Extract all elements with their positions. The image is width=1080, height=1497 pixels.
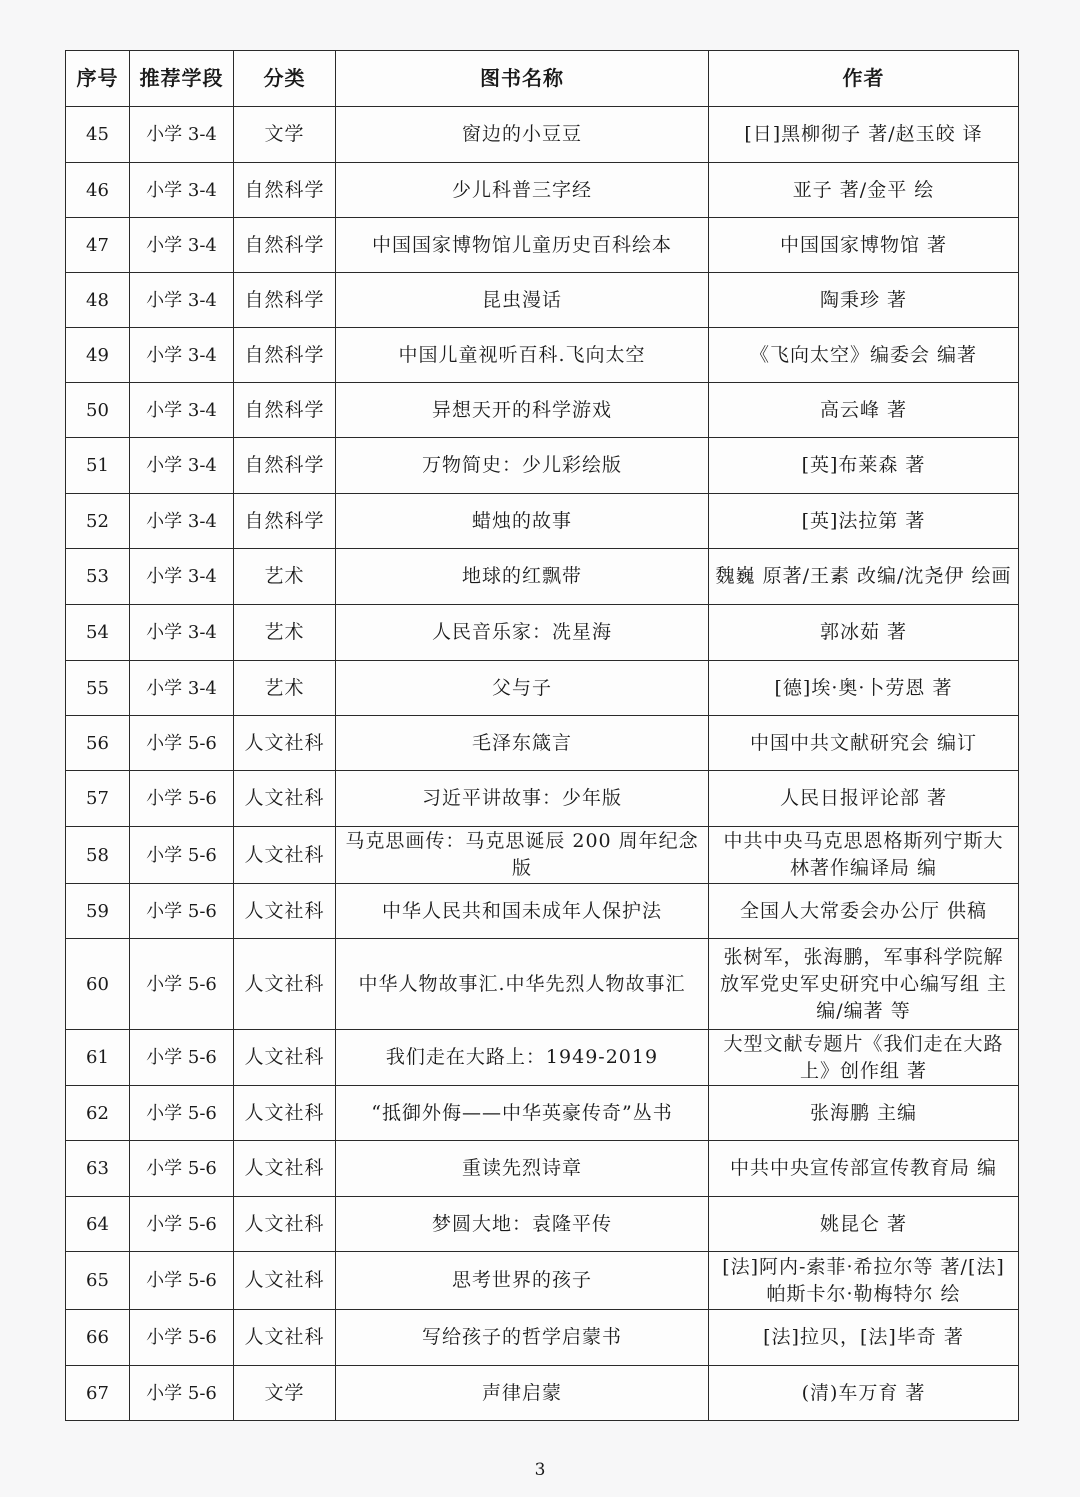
table-row: [66, 218, 1019, 273]
cell-category: 自然科学: [234, 438, 336, 494]
cell-no: 55: [66, 661, 130, 716]
cell-author: 郭冰茹 著: [709, 605, 1019, 661]
table-row: [66, 771, 1019, 827]
table-row: [66, 107, 1019, 163]
cell-stage: 小学 3-4: [130, 107, 234, 163]
cell-no: 49: [66, 328, 130, 383]
cell-title: 窗边的小豆豆: [336, 107, 709, 163]
cell-author: 全国人大常委会办公厅 供稿: [709, 884, 1019, 939]
cell-author: 张海鹏 主编: [709, 1086, 1019, 1141]
cell-author: [日]黑柳彻子 著/赵玉皎 译: [709, 107, 1019, 163]
table-row: [66, 1366, 1019, 1421]
cell-author: 《飞向太空》编委会 编著: [709, 328, 1019, 383]
header-category: 分类: [234, 51, 336, 107]
cell-author: [法]拉贝，[法]毕奇 著: [709, 1310, 1019, 1366]
page-number: 3: [534, 1460, 546, 1480]
cell-author: 高云峰 著: [709, 383, 1019, 438]
header-title: 图书名称: [336, 51, 709, 107]
cell-category: 人文社科: [234, 1310, 336, 1366]
cell-stage: 小学 3-4: [130, 218, 234, 273]
cell-title: 少儿科普三字经: [336, 163, 709, 218]
cell-author: [英]法拉第 著: [709, 494, 1019, 549]
table-row: [66, 605, 1019, 661]
cell-author: 张树军，张海鹏，军事科学院解放军党史军史研究中心编写组 主编/编著 等: [709, 939, 1019, 1030]
cell-stage: 小学 3-4: [130, 328, 234, 383]
header-stage: 推荐学段: [130, 51, 234, 107]
cell-category: 人文社科: [234, 1197, 336, 1252]
cell-stage: 小学 5-6: [130, 827, 234, 884]
cell-author: 亚子 著/金平 绘: [709, 163, 1019, 218]
cell-title: 父与子: [336, 661, 709, 716]
cell-stage: 小学 5-6: [130, 1030, 234, 1086]
table-row: [66, 1197, 1019, 1252]
table-row: [66, 328, 1019, 383]
cell-category: 人文社科: [234, 884, 336, 939]
table-row: [66, 494, 1019, 549]
cell-author: [英]布莱森 著: [709, 438, 1019, 494]
cell-stage: 小学 3-4: [130, 163, 234, 218]
cell-no: 45: [66, 107, 130, 163]
cell-title: 重读先烈诗章: [336, 1141, 709, 1197]
header-no: 序号: [66, 51, 130, 107]
cell-title: “抵御外侮——中华英豪传奇”丛书: [336, 1086, 709, 1141]
cell-author: 中共中央宣传部宣传教育局 编: [709, 1141, 1019, 1197]
cell-stage: 小学 3-4: [130, 549, 234, 605]
cell-no: 50: [66, 383, 130, 438]
cell-stage: 小学 3-4: [130, 661, 234, 716]
table-row: [66, 438, 1019, 494]
cell-no: 58: [66, 827, 130, 884]
cell-category: 人文社科: [234, 1086, 336, 1141]
cell-author: 人民日报评论部 著: [709, 771, 1019, 827]
cell-title: 异想天开的科学游戏: [336, 383, 709, 438]
cell-no: 62: [66, 1086, 130, 1141]
cell-author: (清)车万育 著: [709, 1366, 1019, 1421]
cell-author: 陶秉珍 著: [709, 273, 1019, 328]
cell-category: 人文社科: [234, 1141, 336, 1197]
cell-title: 昆虫漫话: [336, 273, 709, 328]
cell-category: 人文社科: [234, 771, 336, 827]
cell-title: 中国儿童视听百科.飞向太空: [336, 328, 709, 383]
cell-no: 56: [66, 716, 130, 771]
cell-author: 大型文献专题片《我们走在大路上》创作组 著: [709, 1030, 1019, 1086]
cell-title: 万物简史：少儿彩绘版: [336, 438, 709, 494]
cell-title: 习近平讲故事：少年版: [336, 771, 709, 827]
cell-stage: 小学 5-6: [130, 1141, 234, 1197]
cell-stage: 小学 3-4: [130, 273, 234, 328]
cell-no: 60: [66, 939, 130, 1030]
table-row: [66, 1310, 1019, 1366]
cell-stage: 小学 5-6: [130, 1366, 234, 1421]
table-row: [66, 661, 1019, 716]
cell-title: 思考世界的孩子: [336, 1252, 709, 1310]
cell-no: 57: [66, 771, 130, 827]
cell-category: 人文社科: [234, 827, 336, 884]
cell-title: 写给孩子的哲学启蒙书: [336, 1310, 709, 1366]
cell-no: 51: [66, 438, 130, 494]
cell-category: 文学: [234, 107, 336, 163]
table-row: [66, 1086, 1019, 1141]
cell-title: 中国国家博物馆儿童历史百科绘本: [336, 218, 709, 273]
table-row: [66, 383, 1019, 438]
cell-no: 48: [66, 273, 130, 328]
cell-category: 文学: [234, 1366, 336, 1421]
cell-author: [德]埃·奥·卜劳恩 著: [709, 661, 1019, 716]
cell-no: 61: [66, 1030, 130, 1086]
cell-author: 中国中共文献研究会 编订: [709, 716, 1019, 771]
table-row: [66, 273, 1019, 328]
cell-stage: 小学 3-4: [130, 494, 234, 549]
cell-category: 自然科学: [234, 494, 336, 549]
cell-title: 毛泽东箴言: [336, 716, 709, 771]
cell-no: 54: [66, 605, 130, 661]
cell-category: 人文社科: [234, 939, 336, 1030]
cell-stage: 小学 3-4: [130, 383, 234, 438]
cell-author: 中国国家博物馆 著: [709, 218, 1019, 273]
cell-category: 自然科学: [234, 218, 336, 273]
cell-stage: 小学 5-6: [130, 884, 234, 939]
cell-title: 声律启蒙: [336, 1366, 709, 1421]
book-list-table: [65, 50, 1019, 1421]
cell-category: 自然科学: [234, 383, 336, 438]
cell-no: 66: [66, 1310, 130, 1366]
cell-title: 梦圆大地：袁隆平传: [336, 1197, 709, 1252]
cell-category: 艺术: [234, 661, 336, 716]
table-row: [66, 716, 1019, 771]
cell-category: 艺术: [234, 605, 336, 661]
cell-author: 姚昆仑 著: [709, 1197, 1019, 1252]
cell-no: 46: [66, 163, 130, 218]
cell-no: 59: [66, 884, 130, 939]
cell-stage: 小学 5-6: [130, 1086, 234, 1141]
cell-no: 53: [66, 549, 130, 605]
table-row: [66, 827, 1019, 884]
cell-category: 人文社科: [234, 1030, 336, 1086]
cell-no: 47: [66, 218, 130, 273]
cell-category: 人文社科: [234, 1252, 336, 1310]
cell-stage: 小学 5-6: [130, 939, 234, 1030]
header-author: 作者: [709, 51, 1019, 107]
table-row: [66, 1141, 1019, 1197]
cell-title: 中华人民共和国未成年人保护法: [336, 884, 709, 939]
cell-category: 自然科学: [234, 163, 336, 218]
cell-no: 52: [66, 494, 130, 549]
cell-stage: 小学 5-6: [130, 1197, 234, 1252]
table-header-row: [66, 51, 1019, 107]
cell-category: 人文社科: [234, 716, 336, 771]
cell-title: 人民音乐家：冼星海: [336, 605, 709, 661]
cell-title: 地球的红飘带: [336, 549, 709, 605]
cell-stage: 小学 3-4: [130, 438, 234, 494]
cell-stage: 小学 5-6: [130, 1252, 234, 1310]
cell-title: 马克思画传：马克思诞辰 200 周年纪念版: [336, 827, 709, 884]
table-row: [66, 163, 1019, 218]
cell-stage: 小学 3-4: [130, 605, 234, 661]
table-row: [66, 884, 1019, 939]
cell-no: 63: [66, 1141, 130, 1197]
cell-stage: 小学 5-6: [130, 1310, 234, 1366]
cell-author: 魏巍 原著/王素 改编/沈尧伊 绘画: [709, 549, 1019, 605]
cell-title: 蜡烛的故事: [336, 494, 709, 549]
cell-author: 中共中央马克思恩格斯列宁斯大林著作编译局 编: [709, 827, 1019, 884]
cell-stage: 小学 5-6: [130, 716, 234, 771]
cell-category: 自然科学: [234, 328, 336, 383]
table-body: [66, 107, 1019, 1421]
table-row: [66, 549, 1019, 605]
cell-no: 64: [66, 1197, 130, 1252]
cell-author: [法]阿内-索菲·希拉尔等 著/[法]帕斯卡尔·勒梅特尔 绘: [709, 1252, 1019, 1310]
cell-category: 自然科学: [234, 273, 336, 328]
cell-title: 中华人物故事汇.中华先烈人物故事汇: [336, 939, 709, 1030]
cell-no: 67: [66, 1366, 130, 1421]
cell-no: 65: [66, 1252, 130, 1310]
table-row: [66, 1030, 1019, 1086]
cell-title: 我们走在大路上：1949-2019: [336, 1030, 709, 1086]
cell-stage: 小学 5-6: [130, 771, 234, 827]
table-row: [66, 1252, 1019, 1310]
cell-category: 艺术: [234, 549, 336, 605]
table-row: [66, 939, 1019, 1030]
